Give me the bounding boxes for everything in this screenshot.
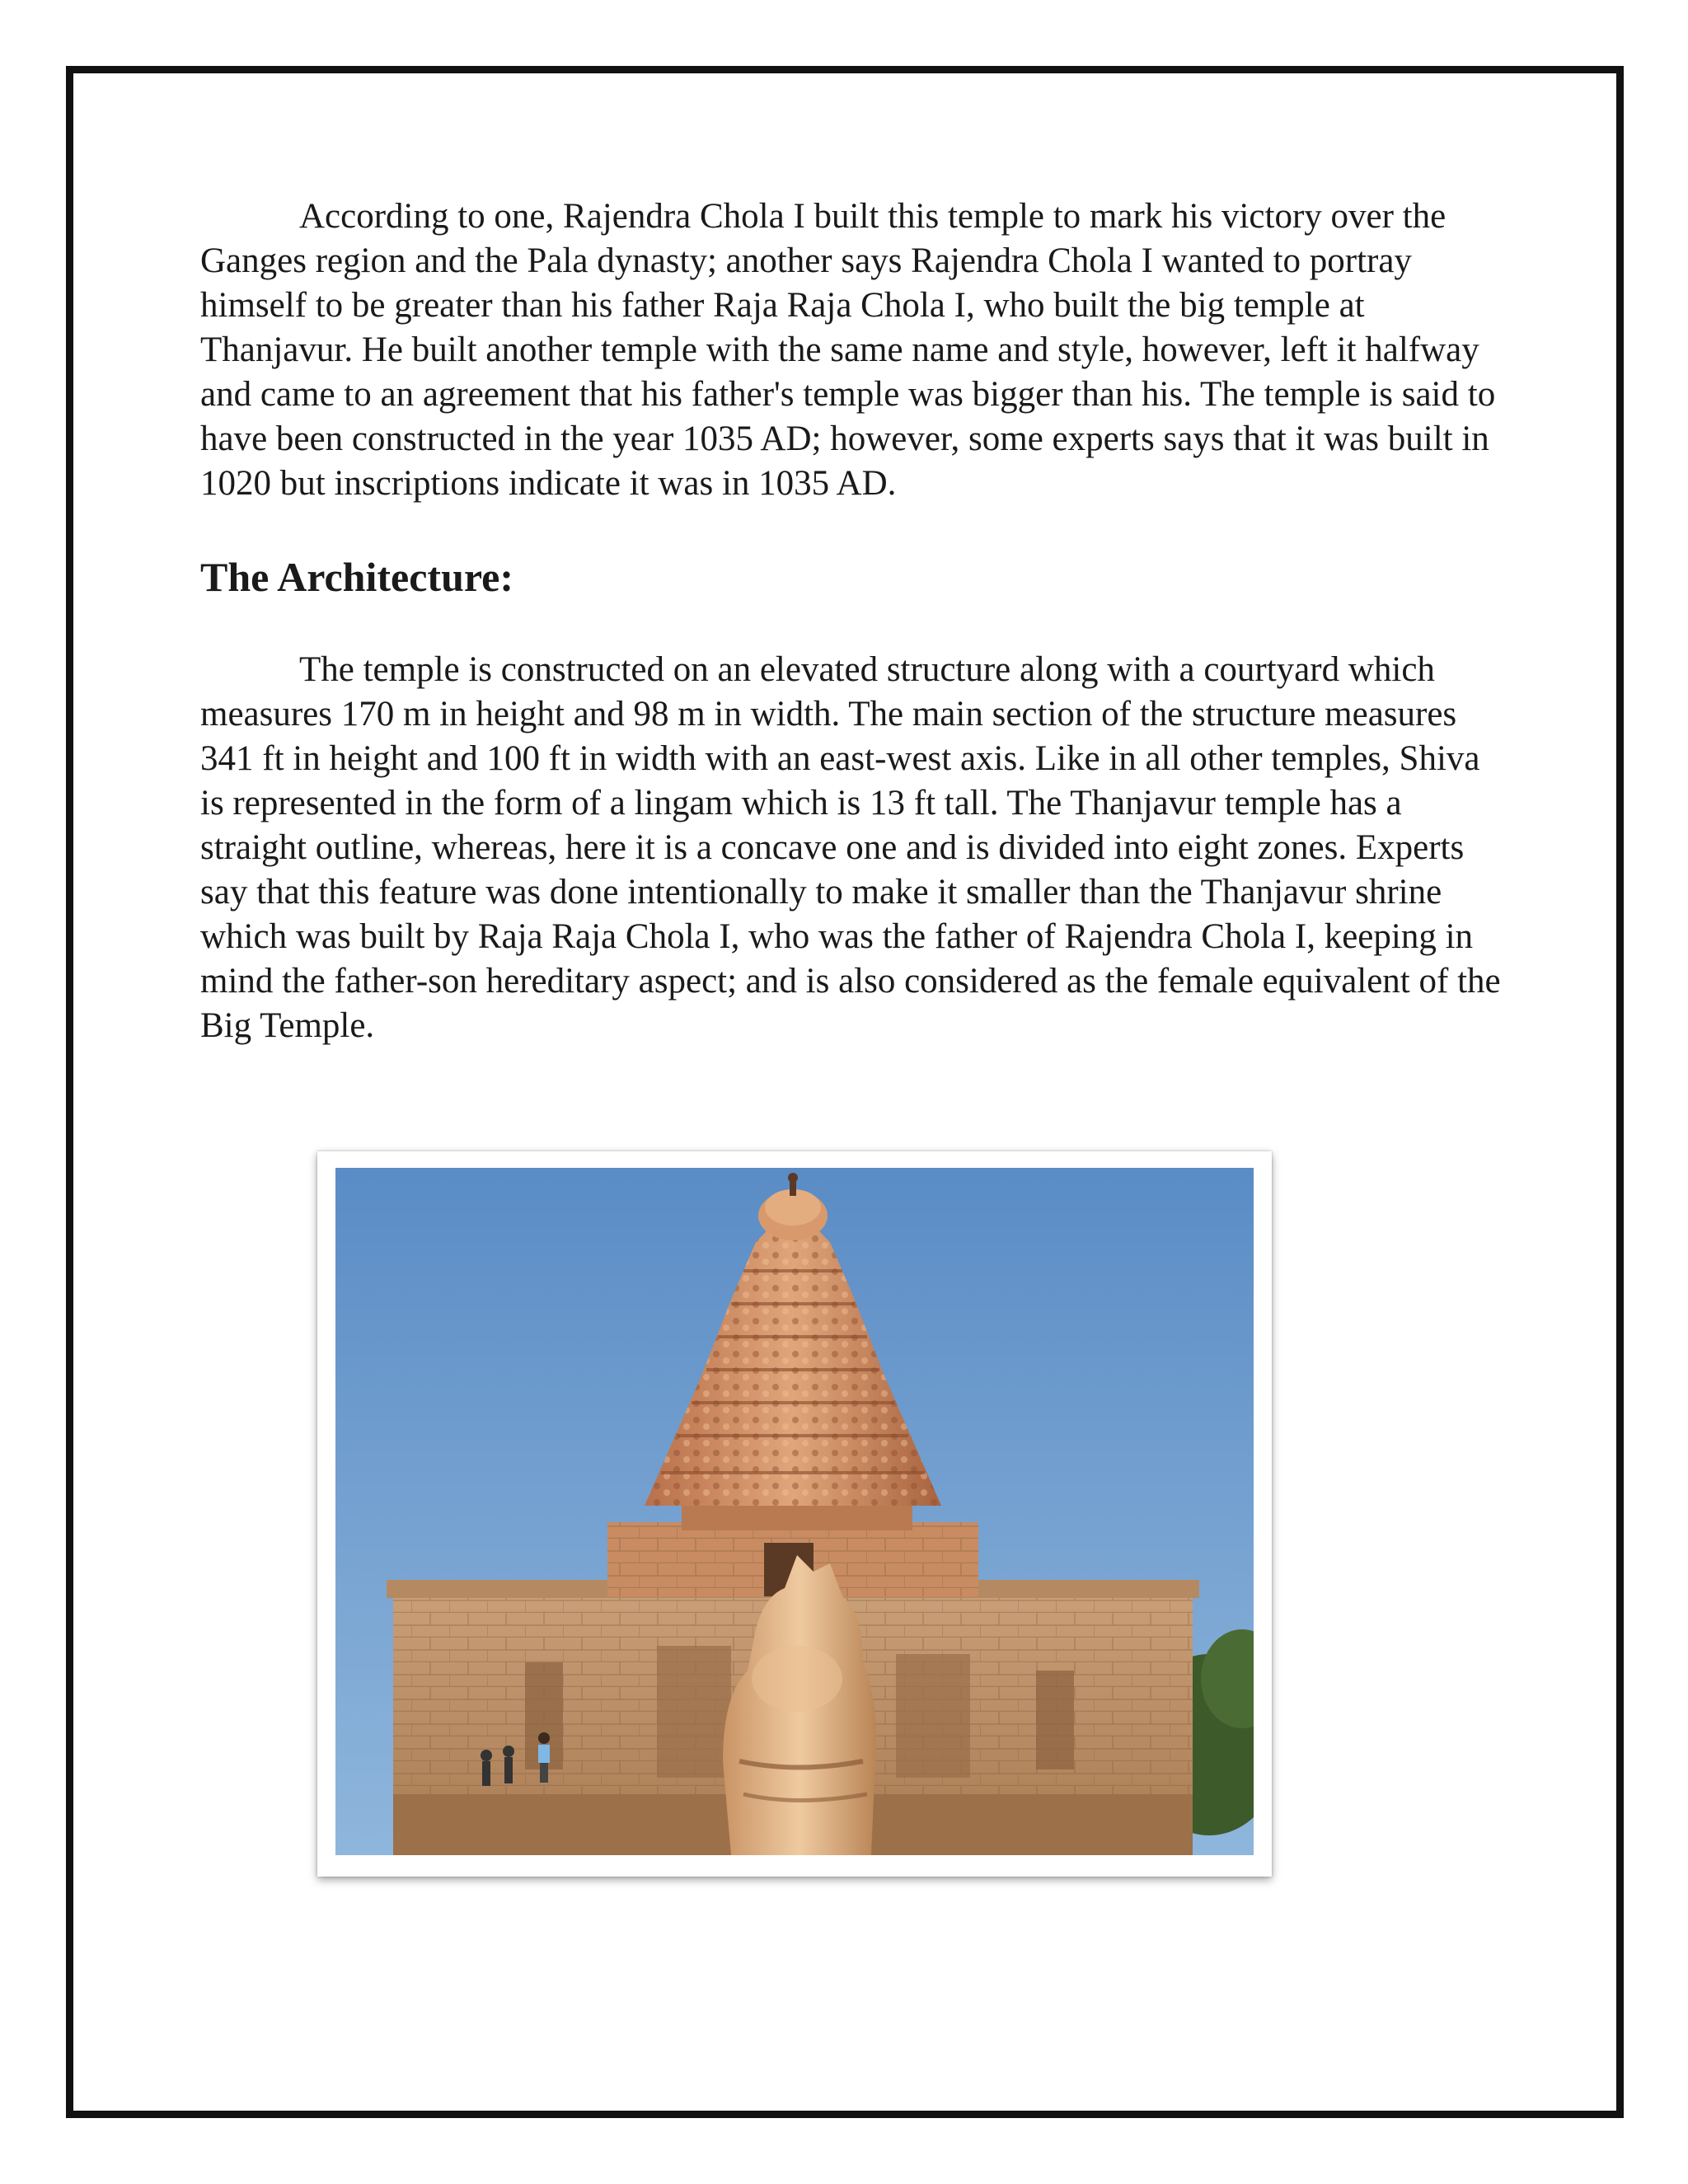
document-body <box>200 194 1503 1048</box>
paragraph-history: According to one, Rajendra Chola I built this temple to mark his victory over the Ganges region and the Pala dynasty; another says Rajendra Chola I wanted to portray himself to be greater than his father Raja Raja Chola I, who built the big temple at Thanjavur. He built another temple with the same name and style, however, left it halfway and came to an agreement that his father's temple was bigger than his. The temple is said to have been constructed in the year 1035 AD; however, some experts says that it was built in 1020 but inscriptions indicate it was in 1035 AD. <box>200 197 1496 503</box>
temple-photo <box>335 1168 1254 1855</box>
paragraph-architecture: The temple is constructed on an elevated structure along with a courtyard which measures 170 m in height and 98 m in width. The main section of the structure measures 341 ft in height and 100 ft in width with an east-west axis. Like in all other temples, Shiva is represented in the form of a lingam which is 13 ft tall. The Thanjavur temple has a straight outline, whereas, here it is a concave one and is divided into eight zones. Experts say that this feature was done intentionally to make it smaller than the Thanjavur shrine which was built by Raja Raja Chola I, who was the father of Rajendra Chola I, keeping in mind the father-son hereditary aspect; and is also considered as the female equivalent of the Big Temple. <box>200 650 1501 1045</box>
temple-photo-frame <box>317 1151 1272 1877</box>
section-heading-architecture: The Architecture: <box>200 554 514 600</box>
